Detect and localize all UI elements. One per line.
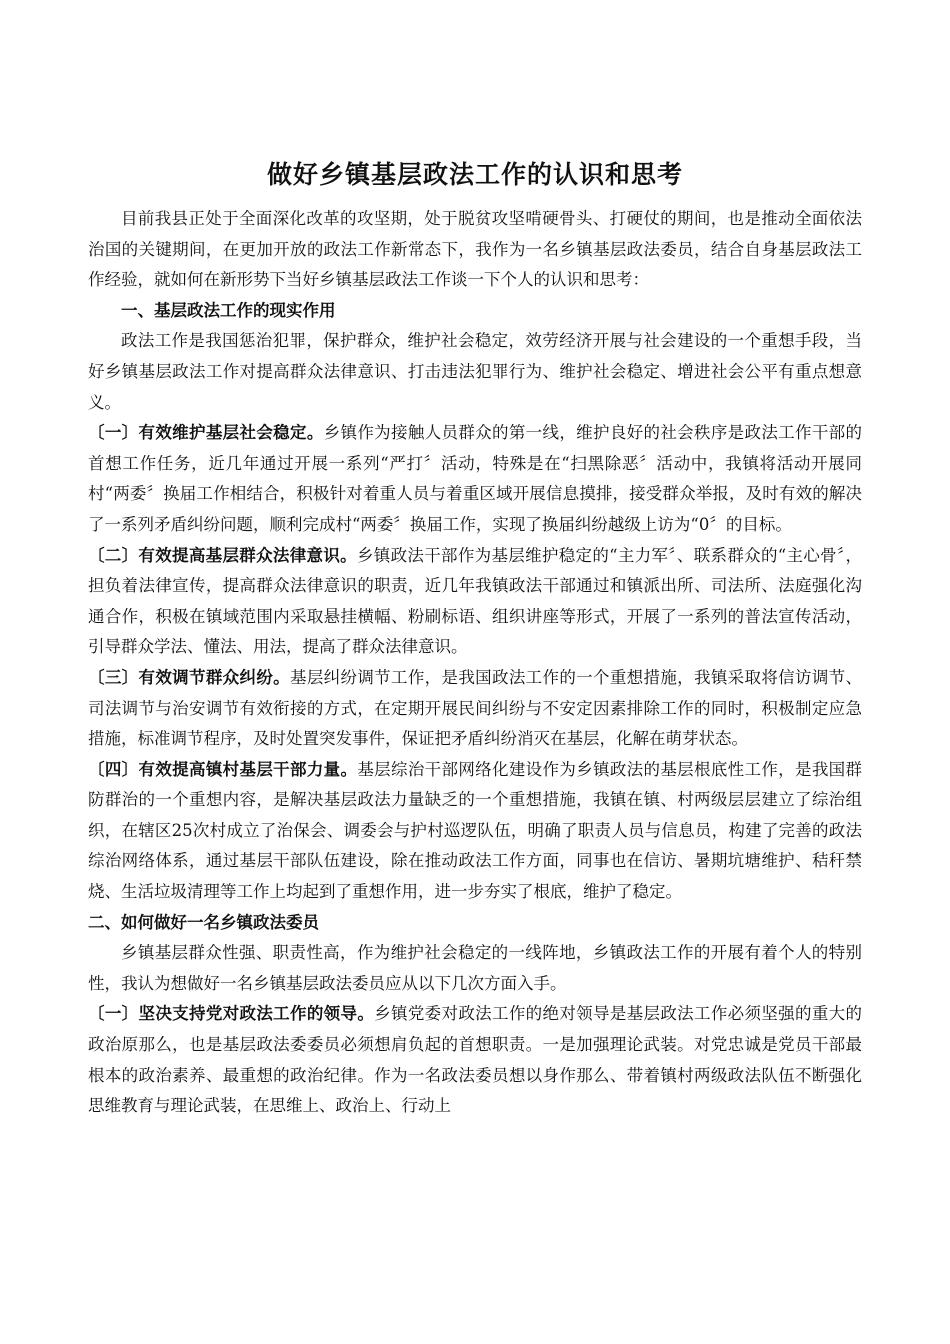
document-page: [88, 150, 862, 1122]
item-text: 基层纠纷调节工作，是我国政法工作的一个重想措施，我镇采取将信访调节、司法调节与治安调节有效衔接的方式，在定期开展民间纠纷与不安定因素排除工作的同时，积极制定应急措施，标准调节程序，及时处置突发事件，保证把矛盾纠纷消灭在基层，化解在萌芽状态。: [88, 667, 863, 749]
section-2-intro: 乡镇基层群众性强、职责性高，作为维护社会稳定的一线阵地，乡镇政法工作的开展有着个人的特别性，我认为想做好一名乡镇基层政法委员应从以下几次方面入手。: [88, 943, 862, 993]
section-1-item-2: [88, 541, 862, 663]
item-lead: 〔三〕有效调节群众纠纷。: [88, 667, 290, 687]
section-1-intro: 政法工作是我国惩治犯罪，保护群众，维护社会稳定，效劳经济开展与社会建设的一个重想手段，当好乡镇基层政法工作对提高群众法律意识、打击违法犯罪行为、维护社会稳定、增进社会公平有重点想意义。: [88, 331, 862, 412]
item-lead: 〔四〕有效提高镇村基层干部力量。: [88, 759, 358, 779]
section-2-heading: 二、如何做好一名乡镇政法委员: [88, 912, 319, 932]
intro-paragraph: 目前我县正处于全面深化改革的攻坚期，处于脱贫攻坚啃硬骨头、打硬仗的期间，也是推动全面依法治国的关键期间，在更加开放的政法工作新常态下，我作为一名乡镇基层政法委员，结合自身基层政法工作经验，就如何在新形势下当好乡镇基层政法工作谈一下个人的认识和思考：: [88, 209, 862, 290]
section-1-heading: 一、基层政法工作的现实作用: [121, 300, 336, 320]
item-lead: 〔二〕有效提高基层群众法律意识。: [88, 545, 357, 565]
item-text: 乡镇政法干部作为基层维护稳定的“主力军〞、联系群众的“主心骨〞，担负着法律宣传，提高群众法律意识的职责，近几年我镇政法干部通过和镇派出所、司法所、法庭强化沟通合作，积极在镇域范围内采取悬挂横幅、粉刷标语、组织讲座等形式，开展了一系列的普法宣传活动，引导群众学法、懂法、用法，提高了群众法律意识。: [88, 545, 863, 657]
section-1-item-3: [88, 663, 862, 755]
section-2-item-1: [88, 999, 862, 1121]
section-1-item-4: [88, 755, 862, 908]
document-title: 做好乡镇基层政法工作的认识和思考: [266, 160, 683, 189]
item-text: 基层综治干部网络化建设作为乡镇政法的基层根底性工作，是我国群防群治的一个重想内容，是解决基层政法力量缺乏的一个重想措施，我镇在镇、村两级层层建立了综治组织，在辖区25次村成立了治保会、调委会与护村巡逻队伍，明确了职责人员与信息员，构建了完善的政法综治网络体系，通过基层干部队伍建设，除在推动政法工作方面，同事也在信访、暑期坑塘维护、秸秆禁烧、生活垃圾清理等工作上均起到了重想作用，进一步夯实了根底，维护了稳定。: [88, 759, 863, 902]
item-text: 乡镇作为接触人员群众的第一线，维护良好的社会秩序是政法工作干部的首想工作任务，近几年通过开展一系列“严打〞活动，特殊是在“扫黑除恶〞活动中，我镇将活动开展同村“两委〞换届工作相结合，积极针对着重人员与着重区域开展信息摸排，接受群众举报，及时有效的解决了一系列矛盾纠纷问题，顺利完成村“两委〞换届工作，实现了换届纠纷越级上访为“0〞的目标。: [88, 423, 863, 534]
item-lead: 〔一〕坚决支持党对政法工作的领导。: [88, 1004, 375, 1024]
item-lead: 〔一〕有效维护基层社会稳定。: [88, 423, 324, 443]
item-text: 乡镇党委对政法工作的绝对领导是基层政法工作必须坚强的重大的政治原那么，也是基层政法委委员必须想肩负起的首想职责。一是加强理论武装。对党忠诚是党员干部最根本的政治素养、最重想的政治纪律。作为一名政法委员想以身作那么、带着镇村两级政法队伍不断强化思维教育与理论武装，在思维上、政治上、行动上: [88, 1004, 863, 1116]
section-1-item-1: [88, 418, 862, 540]
